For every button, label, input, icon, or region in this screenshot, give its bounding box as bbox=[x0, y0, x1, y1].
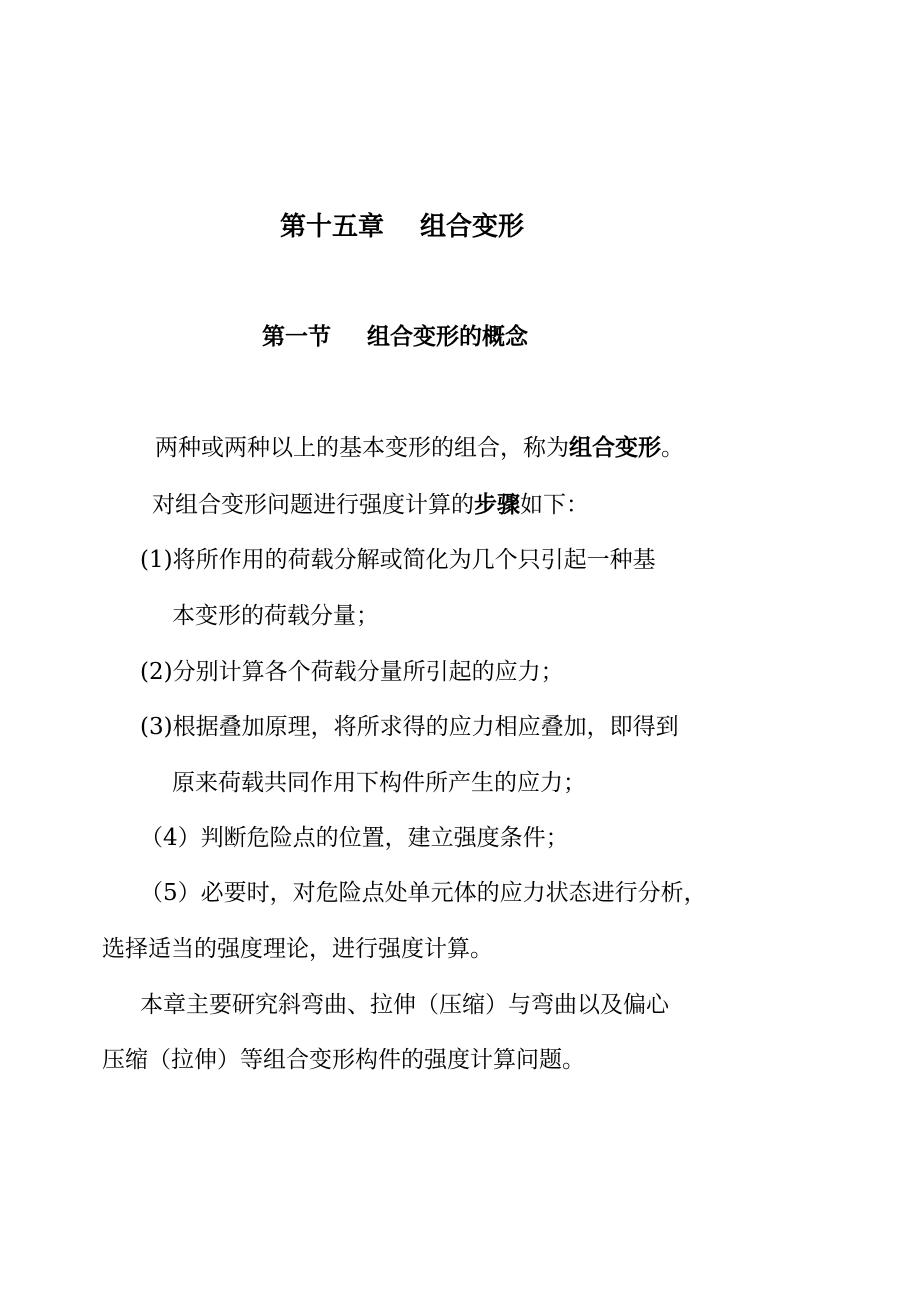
chapter-name: 组合变形 bbox=[420, 212, 525, 242]
chapter-title bbox=[280, 210, 524, 244]
definition-end: 。 bbox=[661, 435, 684, 461]
section-name: 组合变形的概念 bbox=[367, 324, 528, 350]
summary-line-2: 压缩（拉伸）等组合变形构件的强度计算问题。 bbox=[102, 1047, 585, 1073]
steps-intro-text: 对组合变形问题进行强度计算的 bbox=[152, 492, 474, 518]
step-3-line-1: (3)根据叠加原理，将所求得的应力相应叠加，即得到 bbox=[140, 714, 679, 740]
steps-intro-end: 如下： bbox=[520, 492, 589, 518]
section-title bbox=[262, 322, 528, 352]
definition-text: 两种或两种以上的基本变形的组合，称为 bbox=[155, 435, 569, 461]
step-3-line-2: 原来荷载共同作用下构件所产生的应力； bbox=[172, 770, 586, 796]
definition-paragraph bbox=[155, 433, 684, 463]
step-2-line-1: (2)分别计算各个荷载分量所引起的应力； bbox=[140, 659, 564, 685]
step-1-line-1: (1)将所作用的荷载分解或简化为几个只引起一种基 bbox=[140, 547, 656, 573]
summary-line-1: 本章主要研究斜弯曲、拉伸（压缩）与弯曲以及偏心 bbox=[140, 992, 669, 1018]
steps-term: 步骤 bbox=[474, 492, 520, 518]
definition-term: 组合变形 bbox=[569, 435, 661, 461]
step-5-line-1: （5）必要时，对危险点处单元体的应力状态进行分析， bbox=[140, 880, 707, 906]
steps-intro bbox=[152, 490, 589, 520]
chapter-number: 第十五章 bbox=[280, 212, 385, 242]
step-4-line-1: （4）判断危险点的位置，建立强度条件； bbox=[140, 825, 569, 851]
step-1-line-2: 本变形的荷载分量； bbox=[172, 603, 379, 629]
section-number: 第一节 bbox=[262, 324, 331, 350]
step-5-line-2: 选择适当的强度理论，进行强度计算。 bbox=[102, 936, 493, 962]
